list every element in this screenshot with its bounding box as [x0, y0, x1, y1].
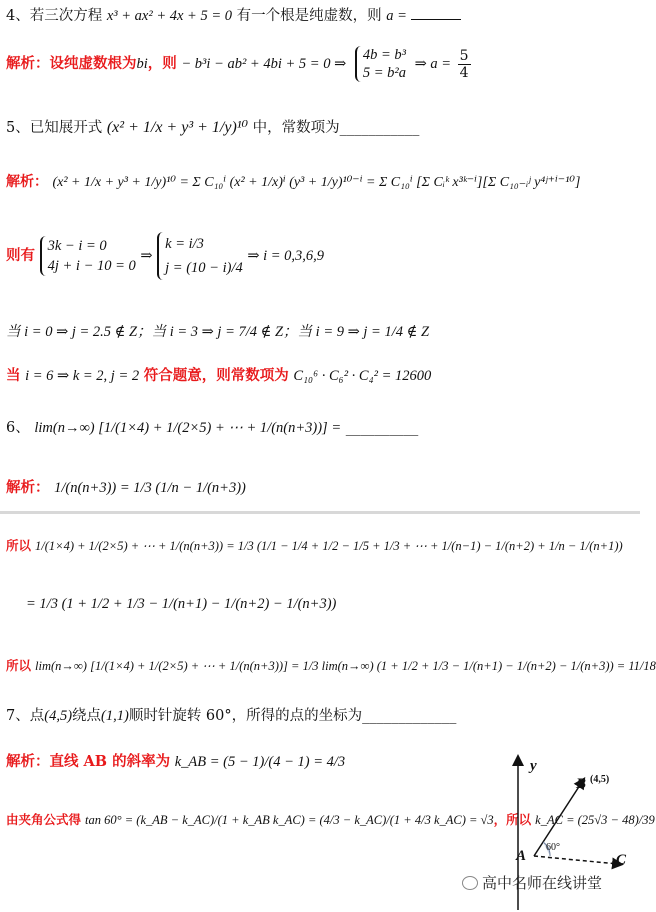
- answer-blank: __________: [345, 420, 419, 436]
- a5-solution: [157, 232, 243, 280]
- answer-7: [6, 752, 345, 772]
- a6-so3: lim(n→∞) [1/(1×4) + 1/(2×5) + ⋯ + 1/(n(n+3))] = 1/3 lim(n→∞) (1 + 1/2 + 1/3 − 1/(n+1) − 1/(n+2) − 1/(n+3)) = 11/18: [35, 659, 656, 673]
- point-b-coord: (4,5): [590, 774, 610, 785]
- a4-comma: ，则: [147, 55, 177, 72]
- so-label: 所以: [6, 538, 32, 553]
- a7-result: k_AC = (25√3 − 48)/39: [535, 813, 655, 827]
- question-6: [6, 418, 418, 438]
- q7-mid: 绕点: [72, 708, 102, 724]
- q7-point2: (1,1): [101, 708, 129, 724]
- a5-sys1: 3k − i = 0: [47, 238, 107, 254]
- a5-case-result: C₁₀⁶ · C₆² · C₄² = 12600: [293, 368, 432, 384]
- a5-case-eq: i = 6 ⇒ k = 2, j = 2: [25, 368, 140, 384]
- point-a-label: A: [516, 848, 527, 864]
- a4-res-num: 5: [459, 47, 469, 64]
- q7-stem: 7、点: [6, 708, 45, 724]
- when-label: 当: [6, 367, 21, 384]
- a4-equation: − b³i − ab² + 4bi + 5 = 0 ⇒: [181, 56, 347, 72]
- point-c-label: C: [616, 852, 627, 868]
- a5-sys2: 4j + i − 10 = 0: [47, 258, 136, 274]
- q5-expression: (x² + 1/x + y³ + 1/y)¹⁰: [106, 119, 248, 136]
- q5-stem: 5、已知展开式: [6, 120, 103, 136]
- angle-label: 60°: [546, 842, 560, 853]
- y-axis-label: y: [530, 758, 537, 774]
- q6-expression: lim(n→∞) [1/(1×4) + 1/(2×5) + ⋯ + 1/(n(n+3))] =: [34, 420, 342, 436]
- question-7: [6, 706, 456, 726]
- a5-sol1: k = i/3: [165, 236, 204, 252]
- a5-arrow: ⇒: [140, 248, 153, 264]
- analysis-label: 解析：: [6, 174, 48, 190]
- point-b-label: B: [576, 776, 587, 792]
- a7-text: 直线 AB 的斜率为: [49, 753, 171, 770]
- q7-tail: 顺时针旋转 60°，所得的点的坐标为: [128, 708, 363, 724]
- answer-blank: _____________: [362, 708, 457, 724]
- a5-system: [40, 236, 136, 276]
- q6-stem: 6、: [6, 420, 30, 436]
- answer-5: [6, 172, 580, 193]
- a6-so-1: [6, 536, 623, 556]
- analysis-label: 解析：: [6, 55, 50, 72]
- a6-so-3: [6, 656, 656, 676]
- then-label: 则有: [6, 247, 35, 264]
- a5-case-mid: 符合题意，则常数项为: [143, 367, 289, 384]
- a5-sol2: j = (10 − i)/4: [165, 260, 243, 276]
- a7-angle-eq: tan 60° = (k_AB − k_AC)/(1 + k_AB k_AC) = (4/3 − k_AC)/(1 + 4/3 k_AC) = √3: [85, 813, 494, 827]
- a4-bi: bi: [136, 56, 148, 72]
- segment-ac: [534, 856, 618, 864]
- a4-system: [355, 46, 406, 82]
- analysis-label: 解析：: [6, 753, 50, 770]
- wechat-icon: [462, 876, 478, 890]
- q7-point1: (4,5): [44, 708, 73, 724]
- analysis-label: 解析：: [6, 479, 50, 496]
- a5-result-line: [6, 366, 431, 386]
- angle-formula-label: 由夹角公式得: [6, 812, 82, 827]
- a5-cases: [6, 322, 429, 342]
- a4-sys1: 4b = b³: [362, 47, 406, 63]
- a4-res-den: 4: [459, 64, 469, 81]
- answer-blank: [411, 6, 461, 20]
- watermark-text: 高中名师在线讲堂: [482, 874, 603, 892]
- a5-sol-result: ⇒ i = 0,3,6,9: [247, 248, 325, 264]
- answer-blank: ___________: [339, 120, 420, 136]
- q4-tail: 有一个根是纯虚数，则: [236, 8, 382, 24]
- a6-expression: 1/(n(n+3)) = 1/3 (1/n − 1/(n+3)): [54, 480, 246, 496]
- a6-so1: 1/(1×4) + 1/(2×5) + ⋯ + 1/(n(n+3)) = 1/3 (1/1 − 1/4 + 1/2 − 1/5 + 1/3 + ⋯ + 1/(n−1) − 1/(n+2) + 1/n − 1/(n+1)): [35, 539, 623, 553]
- question-5: [6, 113, 419, 143]
- a4-result: ⇒ a =: [414, 56, 452, 72]
- a4-fraction: [458, 48, 471, 81]
- divider: [0, 511, 640, 514]
- q4-stem: 4、若三次方程: [6, 8, 103, 24]
- q5-tail: 中，常数项为: [252, 120, 340, 136]
- so-label: 所以: [6, 658, 32, 673]
- a4-text: 设纯虚数根为: [49, 55, 137, 72]
- a6-so-2: [26, 594, 336, 614]
- a7-slope: k_AB = (5 − 1)/(4 − 1) = 4/3: [174, 754, 346, 770]
- a5-case-line: 当 i = 0 ⇒ j = 2.5 ∉ Z；当 i = 3 ⇒ j = 7/4 ∉ Z；当 i = 9 ⇒ j = 1/4 ∉ Z: [6, 324, 430, 340]
- question-4: [6, 6, 461, 26]
- so-label: ，所以: [493, 812, 532, 827]
- watermark: [462, 872, 602, 893]
- q4-ask: a =: [386, 8, 407, 24]
- a5-expansion: (x² + 1/x + y³ + 1/y)¹⁰ = Σ C₁₀ⁱ (x² + 1/x)ⁱ (y³ + 1/y)¹⁰⁻ⁱ = Σ C₁₀ⁱ [Σ Cᵢᵏ x³ᵏ⁻ⁱ][Σ C₁₀₋ᵢʲ y⁴ʲ⁺ⁱ⁻¹⁰]: [52, 175, 581, 190]
- a5-system-block: [6, 232, 324, 292]
- answer-6: [6, 478, 246, 498]
- answer-4: [6, 44, 473, 84]
- a6-so2: = 1/3 (1 + 1/2 + 1/3 − 1/(n+1) − 1/(n+2) − 1/(n+3)): [26, 596, 337, 612]
- q4-equation: x³ + ax² + 4x + 5 = 0: [106, 8, 232, 24]
- a4-sys2: 5 = b²a: [362, 65, 406, 81]
